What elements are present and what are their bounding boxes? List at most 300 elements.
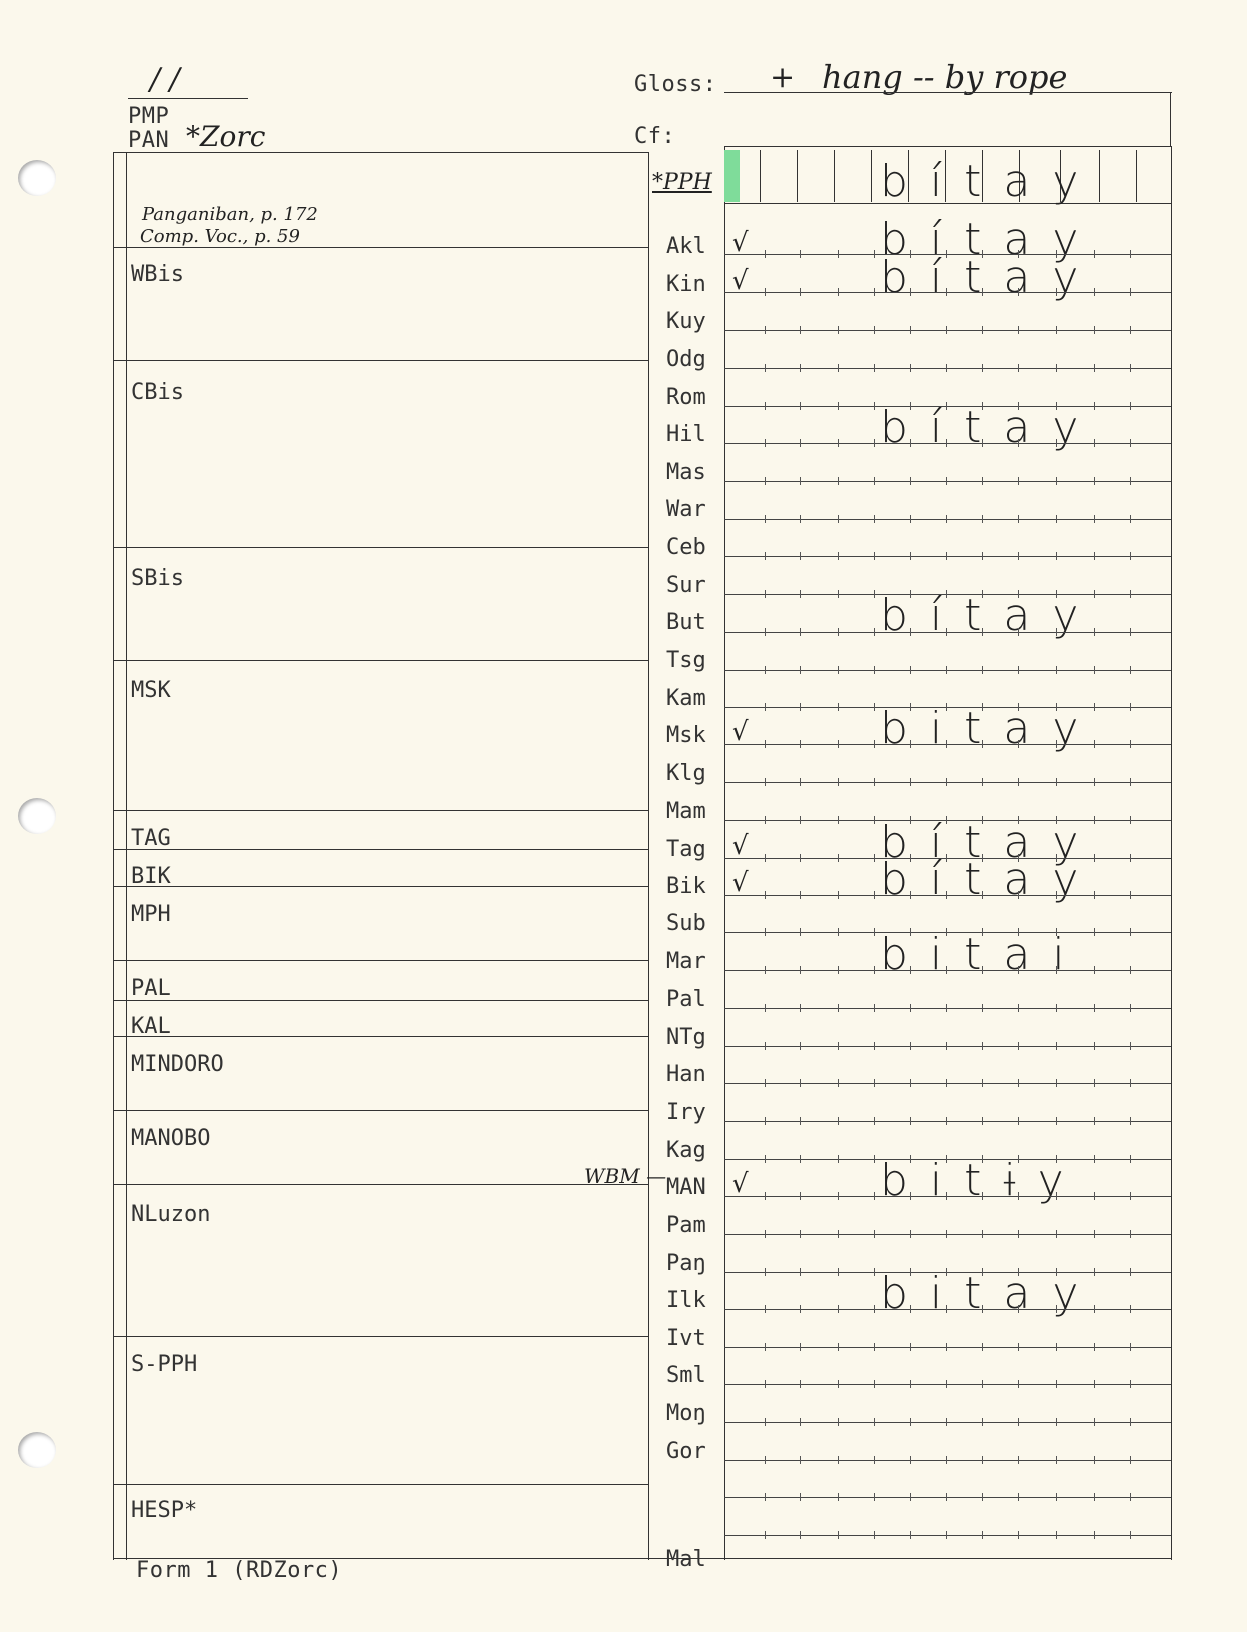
lang-code-mas: Mas xyxy=(666,460,706,485)
row-tick xyxy=(946,1305,947,1313)
row-tick xyxy=(1094,515,1095,523)
header-slashes: / / xyxy=(150,62,180,97)
pph-cell-divider xyxy=(760,150,761,202)
group-label-cbis: CBis xyxy=(131,380,184,405)
row-tick xyxy=(838,628,839,636)
row-tick xyxy=(800,515,801,523)
row-tick xyxy=(765,1079,766,1087)
row-tick xyxy=(946,288,947,296)
row-tick xyxy=(874,666,875,674)
row-tick xyxy=(1056,891,1057,899)
row-tick xyxy=(800,1418,801,1426)
row-tick xyxy=(946,402,947,410)
row-tick xyxy=(1094,1418,1095,1426)
row-tick xyxy=(982,1042,983,1050)
row-rule xyxy=(724,970,1171,971)
gloss-value: hang -- by rope xyxy=(822,58,1068,96)
row-tick xyxy=(910,1230,911,1238)
row-tick xyxy=(1094,628,1095,636)
row-tick xyxy=(838,703,839,711)
row-rule xyxy=(724,1422,1171,1423)
row-rule xyxy=(724,556,1171,557)
pph-label: *PPH xyxy=(652,170,712,195)
row-tick xyxy=(982,628,983,636)
row-tick xyxy=(765,854,766,862)
group-separator xyxy=(113,1184,649,1185)
row-tick xyxy=(800,1305,801,1313)
row-tick xyxy=(1094,891,1095,899)
row-tick xyxy=(910,703,911,711)
row-tick xyxy=(910,1042,911,1050)
lang-code-msk: Msk xyxy=(666,723,706,748)
cf-label: Cf: xyxy=(634,124,676,149)
row-tick xyxy=(910,1305,911,1313)
cf-rule xyxy=(724,146,1172,147)
row-tick xyxy=(765,1343,766,1351)
row-tick xyxy=(1018,552,1019,560)
row-tick xyxy=(765,740,766,748)
group-separator xyxy=(113,1110,649,1111)
row-tick xyxy=(982,703,983,711)
row-tick xyxy=(910,288,911,296)
reflex-form: bitay xyxy=(880,1268,1101,1319)
row-tick xyxy=(800,1192,801,1200)
row-tick xyxy=(1130,1079,1131,1087)
row-tick xyxy=(982,1079,983,1087)
row-tick xyxy=(1056,1493,1057,1501)
row-tick xyxy=(874,326,875,334)
row-tick xyxy=(1094,552,1095,560)
row-tick xyxy=(765,1155,766,1163)
row-tick xyxy=(1018,1493,1019,1501)
row-tick xyxy=(838,250,839,258)
row-tick xyxy=(765,1418,766,1426)
row-tick xyxy=(1056,552,1057,560)
row-tick xyxy=(946,1155,947,1163)
row-tick xyxy=(946,1531,947,1539)
row-tick xyxy=(1094,364,1095,372)
frame-mid-border xyxy=(648,152,649,1560)
row-tick xyxy=(1130,1493,1131,1501)
row-tick xyxy=(910,1004,911,1012)
row-tick xyxy=(765,1380,766,1388)
row-tick xyxy=(765,1192,766,1200)
row-tick xyxy=(874,854,875,862)
row-tick xyxy=(1056,1042,1057,1050)
lang-code-kag: Kag xyxy=(666,1138,706,1163)
row-tick xyxy=(910,1493,911,1501)
row-tick xyxy=(1130,628,1131,636)
row-rule xyxy=(724,368,1171,369)
check-mark: √ xyxy=(732,717,749,747)
row-tick xyxy=(874,1380,875,1388)
row-tick xyxy=(946,928,947,936)
row-tick xyxy=(800,891,801,899)
row-tick xyxy=(1130,1343,1131,1351)
row-tick xyxy=(1094,288,1095,296)
row-tick xyxy=(1056,439,1057,447)
row-rule xyxy=(724,820,1171,821)
row-tick xyxy=(1018,928,1019,936)
frame-left-inner xyxy=(126,152,127,1560)
row-tick xyxy=(910,1268,911,1276)
row-tick xyxy=(874,1042,875,1050)
row-tick xyxy=(1018,666,1019,674)
row-tick xyxy=(765,628,766,636)
source-note-line1: Panganiban, p. 172 xyxy=(142,204,318,225)
row-tick xyxy=(1094,1117,1095,1125)
row-tick xyxy=(982,1493,983,1501)
row-tick xyxy=(874,1531,875,1539)
row-tick xyxy=(1130,1230,1131,1238)
row-rule xyxy=(724,519,1171,520)
pph-cell-divider xyxy=(797,150,798,202)
row-tick xyxy=(1018,1456,1019,1464)
row-tick xyxy=(1018,515,1019,523)
row-tick xyxy=(1018,778,1019,786)
row-tick xyxy=(838,928,839,936)
binder-hole-top xyxy=(18,160,56,196)
group-separator xyxy=(113,1036,649,1037)
row-tick xyxy=(1018,1380,1019,1388)
row-tick xyxy=(874,1192,875,1200)
row-tick xyxy=(982,1380,983,1388)
gloss-label: Gloss: xyxy=(634,72,717,97)
row-tick xyxy=(910,326,911,334)
row-tick xyxy=(800,816,801,824)
lang-code-ilk: Ilk xyxy=(666,1288,706,1313)
row-tick xyxy=(946,1456,947,1464)
row-tick xyxy=(946,552,947,560)
row-tick xyxy=(946,740,947,748)
row-tick xyxy=(1130,1155,1131,1163)
row-tick xyxy=(910,1418,911,1426)
row-tick xyxy=(1094,1380,1095,1388)
group-label-kal: KAL xyxy=(131,1014,171,1039)
lang-code-sub: Sub xyxy=(666,911,706,936)
source-note-line2: Comp. Voc., p. 59 xyxy=(140,226,300,247)
row-tick xyxy=(800,966,801,974)
row-tick xyxy=(910,250,911,258)
lang-code-klg: Klg xyxy=(666,761,706,786)
row-tick xyxy=(1130,1380,1131,1388)
row-tick xyxy=(982,402,983,410)
row-tick xyxy=(1130,966,1131,974)
row-tick xyxy=(838,778,839,786)
row-tick xyxy=(838,666,839,674)
row-tick xyxy=(1018,364,1019,372)
row-tick xyxy=(1094,740,1095,748)
row-tick xyxy=(765,402,766,410)
reflex-form: bitai xyxy=(880,929,1087,980)
group-separator xyxy=(113,1000,649,1001)
row-tick xyxy=(1094,590,1095,598)
row-tick xyxy=(838,402,839,410)
row-tick xyxy=(1130,703,1131,711)
row-tick xyxy=(800,778,801,786)
row-tick xyxy=(800,439,801,447)
row-tick xyxy=(982,1343,983,1351)
row-tick xyxy=(800,1042,801,1050)
row-tick xyxy=(765,1117,766,1125)
reflex-form: bitɨy xyxy=(880,1155,1086,1206)
group-label-nluzon: NLuzon xyxy=(131,1202,211,1227)
group-label-sbis: SBis xyxy=(131,566,184,591)
group-separator xyxy=(113,1336,649,1337)
row-tick xyxy=(838,590,839,598)
row-tick xyxy=(838,1343,839,1351)
row-tick xyxy=(874,1004,875,1012)
wbm-note: WBM — xyxy=(584,1164,667,1188)
row-tick xyxy=(1094,703,1095,711)
row-tick xyxy=(765,477,766,485)
row-tick xyxy=(946,1380,947,1388)
row-tick xyxy=(1056,1343,1057,1351)
lang-code-han: Han xyxy=(666,1062,706,1087)
row-rule xyxy=(724,632,1171,633)
row-tick xyxy=(1094,1268,1095,1276)
pan-value: *Zorc xyxy=(186,120,266,153)
row-tick xyxy=(946,1343,947,1351)
row-tick xyxy=(800,1456,801,1464)
binder-hole-middle xyxy=(18,798,56,834)
group-label-bik: BIK xyxy=(131,864,171,889)
row-tick xyxy=(800,854,801,862)
lang-code-but: But xyxy=(666,610,706,635)
row-tick xyxy=(1130,740,1131,748)
row-tick xyxy=(1130,288,1131,296)
row-tick xyxy=(1094,816,1095,824)
row-tick xyxy=(1056,928,1057,936)
frame-left-border xyxy=(113,152,114,1560)
row-tick xyxy=(838,326,839,334)
row-tick xyxy=(1018,439,1019,447)
row-tick xyxy=(838,1079,839,1087)
row-rule xyxy=(724,1196,1171,1197)
row-tick xyxy=(838,1117,839,1125)
check-mark: √ xyxy=(732,228,749,258)
row-tick xyxy=(800,1155,801,1163)
check-mark: √ xyxy=(732,1169,749,1199)
pph-highlight xyxy=(724,150,740,202)
row-tick xyxy=(838,891,839,899)
row-tick xyxy=(1018,288,1019,296)
row-tick xyxy=(1056,326,1057,334)
pph-cell-divider xyxy=(834,150,835,202)
row-tick xyxy=(946,891,947,899)
row-tick xyxy=(982,928,983,936)
row-tick xyxy=(1018,703,1019,711)
row-tick xyxy=(874,477,875,485)
group-separator xyxy=(113,810,649,811)
header-slash-rule xyxy=(128,98,248,99)
row-tick xyxy=(838,854,839,862)
row-tick xyxy=(838,1268,839,1276)
row-tick xyxy=(1018,816,1019,824)
row-tick xyxy=(800,250,801,258)
row-tick xyxy=(1130,326,1131,334)
row-tick xyxy=(765,966,766,974)
row-tick xyxy=(874,552,875,560)
row-tick xyxy=(910,364,911,372)
row-tick xyxy=(838,439,839,447)
row-tick xyxy=(1018,891,1019,899)
row-rule xyxy=(724,1535,1171,1536)
row-tick xyxy=(1018,1004,1019,1012)
row-tick xyxy=(838,740,839,748)
form-footer: Form 1 (RDZorc) xyxy=(136,1558,343,1583)
lang-code-moŋ: Moŋ xyxy=(666,1401,706,1426)
row-tick xyxy=(1056,628,1057,636)
row-tick xyxy=(1094,250,1095,258)
row-tick xyxy=(1094,1192,1095,1200)
row-tick xyxy=(1056,1418,1057,1426)
row-tick xyxy=(1094,854,1095,862)
row-tick xyxy=(838,1456,839,1464)
row-tick xyxy=(982,740,983,748)
row-tick xyxy=(800,1493,801,1501)
row-tick xyxy=(1018,477,1019,485)
lang-code-kam: Kam xyxy=(666,686,706,711)
row-tick xyxy=(946,1004,947,1012)
reflex-form: bítay xyxy=(880,590,1101,641)
reflex-form: bítay xyxy=(880,214,1101,265)
row-tick xyxy=(765,515,766,523)
lang-code-odg: Odg xyxy=(666,347,706,372)
row-tick xyxy=(946,1418,947,1426)
row-tick xyxy=(838,288,839,296)
row-tick xyxy=(1018,590,1019,598)
row-tick xyxy=(910,1117,911,1125)
row-rule xyxy=(724,1347,1171,1348)
row-tick xyxy=(982,1004,983,1012)
lang-code-iry: Iry xyxy=(666,1100,706,1125)
row-tick xyxy=(1056,1079,1057,1087)
row-tick xyxy=(838,816,839,824)
row-tick xyxy=(1130,891,1131,899)
row-tick xyxy=(1018,1079,1019,1087)
row-tick xyxy=(1056,778,1057,786)
row-tick xyxy=(1130,477,1131,485)
row-tick xyxy=(946,816,947,824)
row-tick xyxy=(946,854,947,862)
row-tick xyxy=(765,1004,766,1012)
row-tick xyxy=(1094,778,1095,786)
row-tick xyxy=(838,1004,839,1012)
group-label-msk: MSK xyxy=(131,678,171,703)
row-rule xyxy=(724,1460,1171,1461)
row-tick xyxy=(800,666,801,674)
row-tick xyxy=(1130,1305,1131,1313)
lang-code-tsg: Tsg xyxy=(666,648,706,673)
row-tick xyxy=(874,1456,875,1464)
row-tick xyxy=(874,1117,875,1125)
lang-code-ntg: NTg xyxy=(666,1025,706,1050)
row-tick xyxy=(1018,402,1019,410)
row-tick xyxy=(765,326,766,334)
row-tick xyxy=(1130,364,1131,372)
row-tick xyxy=(946,515,947,523)
row-tick xyxy=(1018,1155,1019,1163)
row-tick xyxy=(1130,590,1131,598)
row-tick xyxy=(765,364,766,372)
row-tick xyxy=(874,288,875,296)
row-rule xyxy=(724,1008,1171,1009)
row-tick xyxy=(765,1493,766,1501)
lang-code-war: War xyxy=(666,497,706,522)
row-rule xyxy=(724,443,1171,444)
row-tick xyxy=(910,1155,911,1163)
row-tick xyxy=(910,854,911,862)
row-tick xyxy=(946,1079,947,1087)
row-tick xyxy=(874,891,875,899)
row-tick xyxy=(1130,250,1131,258)
row-tick xyxy=(1056,966,1057,974)
row-tick xyxy=(800,740,801,748)
row-tick xyxy=(1018,1305,1019,1313)
row-tick xyxy=(910,590,911,598)
pph-form: bítay xyxy=(880,156,1101,207)
row-tick xyxy=(1130,402,1131,410)
row-tick xyxy=(1018,854,1019,862)
row-tick xyxy=(946,1042,947,1050)
row-tick xyxy=(946,1268,947,1276)
row-tick xyxy=(910,515,911,523)
row-rule xyxy=(724,481,1171,482)
row-tick xyxy=(874,1079,875,1087)
row-tick xyxy=(800,1230,801,1238)
row-tick xyxy=(1018,1042,1019,1050)
row-tick xyxy=(1018,250,1019,258)
row-rule xyxy=(724,1384,1171,1385)
row-tick xyxy=(765,439,766,447)
lang-code-tag: Tag xyxy=(666,837,706,862)
row-tick xyxy=(982,288,983,296)
row-tick xyxy=(910,1380,911,1388)
row-tick xyxy=(1056,1531,1057,1539)
group-separator xyxy=(113,360,649,361)
row-tick xyxy=(946,703,947,711)
row-tick xyxy=(800,1380,801,1388)
row-tick xyxy=(1130,854,1131,862)
row-tick xyxy=(1130,928,1131,936)
row-rule xyxy=(724,782,1171,783)
row-tick xyxy=(1018,628,1019,636)
row-tick xyxy=(874,590,875,598)
row-tick xyxy=(1018,1230,1019,1238)
row-tick xyxy=(838,1155,839,1163)
reflex-form: bítay xyxy=(880,817,1101,868)
row-rule xyxy=(724,1046,1171,1047)
row-tick xyxy=(765,1230,766,1238)
row-tick xyxy=(838,364,839,372)
row-tick xyxy=(874,1418,875,1426)
row-tick xyxy=(1130,1042,1131,1050)
row-rule xyxy=(724,254,1171,255)
row-tick xyxy=(982,1456,983,1464)
group-separator xyxy=(113,886,649,887)
row-tick xyxy=(1018,1117,1019,1125)
row-tick xyxy=(800,1531,801,1539)
row-tick xyxy=(1056,477,1057,485)
row-tick xyxy=(910,891,911,899)
row-tick xyxy=(946,250,947,258)
row-tick xyxy=(982,816,983,824)
row-tick xyxy=(1130,1456,1131,1464)
row-tick xyxy=(838,1531,839,1539)
row-tick xyxy=(765,288,766,296)
reflex-form: bítay xyxy=(880,402,1101,453)
